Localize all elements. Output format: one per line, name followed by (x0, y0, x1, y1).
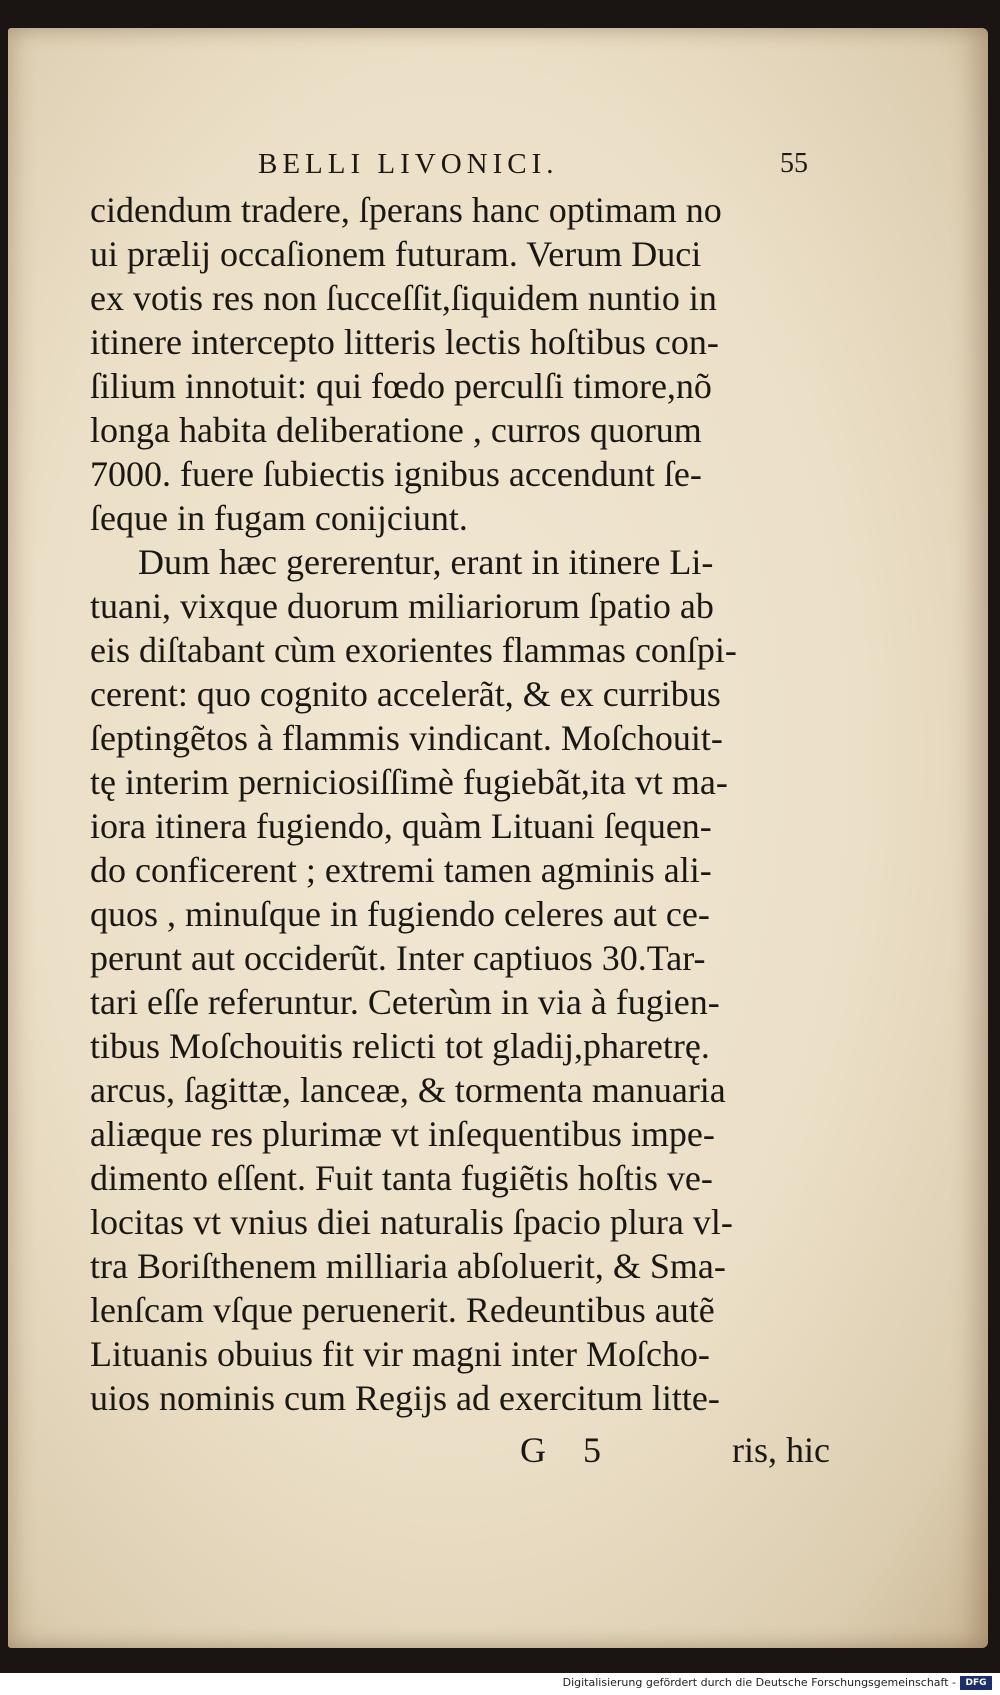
text-line: ſilium innotuit: qui fœdo perculſi timore,nõ (90, 366, 712, 406)
text-line: cidendum tradere, ſperans hanc optimam no (90, 190, 722, 230)
text-line: dimento eſſent. Fuit tanta fugiẽtis hoſtis ve- (90, 1158, 713, 1198)
text-line: longa habita deliberatione , curros quorum (90, 410, 702, 450)
text-line: arcus, ſagittæ, lanceæ, & tormenta manuaria (90, 1070, 726, 1110)
text-line: tra Boriſthenem milliaria abſoluerit, & Sma- (90, 1246, 726, 1286)
text-line: ex votis res non ſucceſſit,ſiquidem nuntio in (90, 278, 717, 318)
page-number: 55 (780, 148, 808, 179)
footer-strip (0, 1673, 1000, 1695)
text-line: tibus Moſchouitis relicti tot gladij,pharetrę. (90, 1026, 710, 1066)
text-line: iora itinera fugiendo, quàm Lituani ſequen- (90, 806, 712, 846)
text-line: cerent: quo cognito accelerãt, & ex curribus (90, 674, 721, 714)
catchline (90, 1428, 830, 1472)
catchword: ris, hic (732, 1430, 830, 1470)
signature-mark: G 5 (520, 1430, 615, 1470)
text-line: tę interim perniciosiſſimè fugiebãt,ita vt ma- (90, 762, 728, 802)
text-line: Lituanis obuius fit vir magni inter Moſcho- (90, 1334, 710, 1374)
text-line: eis diſtabant cùm exorientes flammas conſpi- (90, 630, 737, 670)
text-line: 7000. fuere ſubiectis ignibus accendunt ſe- (90, 454, 702, 494)
text-line: ſeptingẽtos à flammis vindicant. Moſchouit- (90, 718, 723, 758)
funding-credit: Digitalisierung gefördert durch die Deutsche Forschungsgemeinschaft - (562, 1676, 956, 1689)
text-line: locitas vt vnius diei naturalis ſpacio plura vl- (90, 1202, 733, 1242)
book-page (8, 28, 988, 1648)
text-line: uios nominis cum Regijs ad exercitum litte- (90, 1378, 720, 1418)
running-title: BELLI LIVONICI. (258, 148, 559, 180)
body-text (90, 188, 830, 1420)
running-head (258, 148, 818, 188)
text-line: lenſcam vſque peruenerit. Redeuntibus autẽ (90, 1290, 715, 1330)
dfg-logo: DFG (960, 1676, 992, 1690)
text-line: ui prælij occaſionem futuram. Verum Duci (90, 234, 702, 274)
paragraph-start-line: Dum hæc gererentur, erant in itinere Li- (138, 542, 714, 582)
text-line: itinere intercepto litteris lectis hoſtibus con- (90, 322, 719, 362)
text-line: tuani, vixque duorum miliariorum ſpatio ab (90, 586, 714, 626)
text-line: tari eſſe referuntur. Ceterùm in via à fugien- (90, 982, 720, 1022)
text-line: perunt aut occiderũt. Inter captiuos 30.Tar- (90, 938, 706, 978)
text-line: aliæque res plurimæ vt inſequentibus impe- (90, 1114, 715, 1154)
text-line: ſeque in fugam conijciunt. (90, 498, 468, 538)
text-line: quos , minuſque in fugiendo celeres aut ce- (90, 894, 710, 934)
text-line: do conficerent ; extremi tamen agminis ali- (90, 850, 712, 890)
